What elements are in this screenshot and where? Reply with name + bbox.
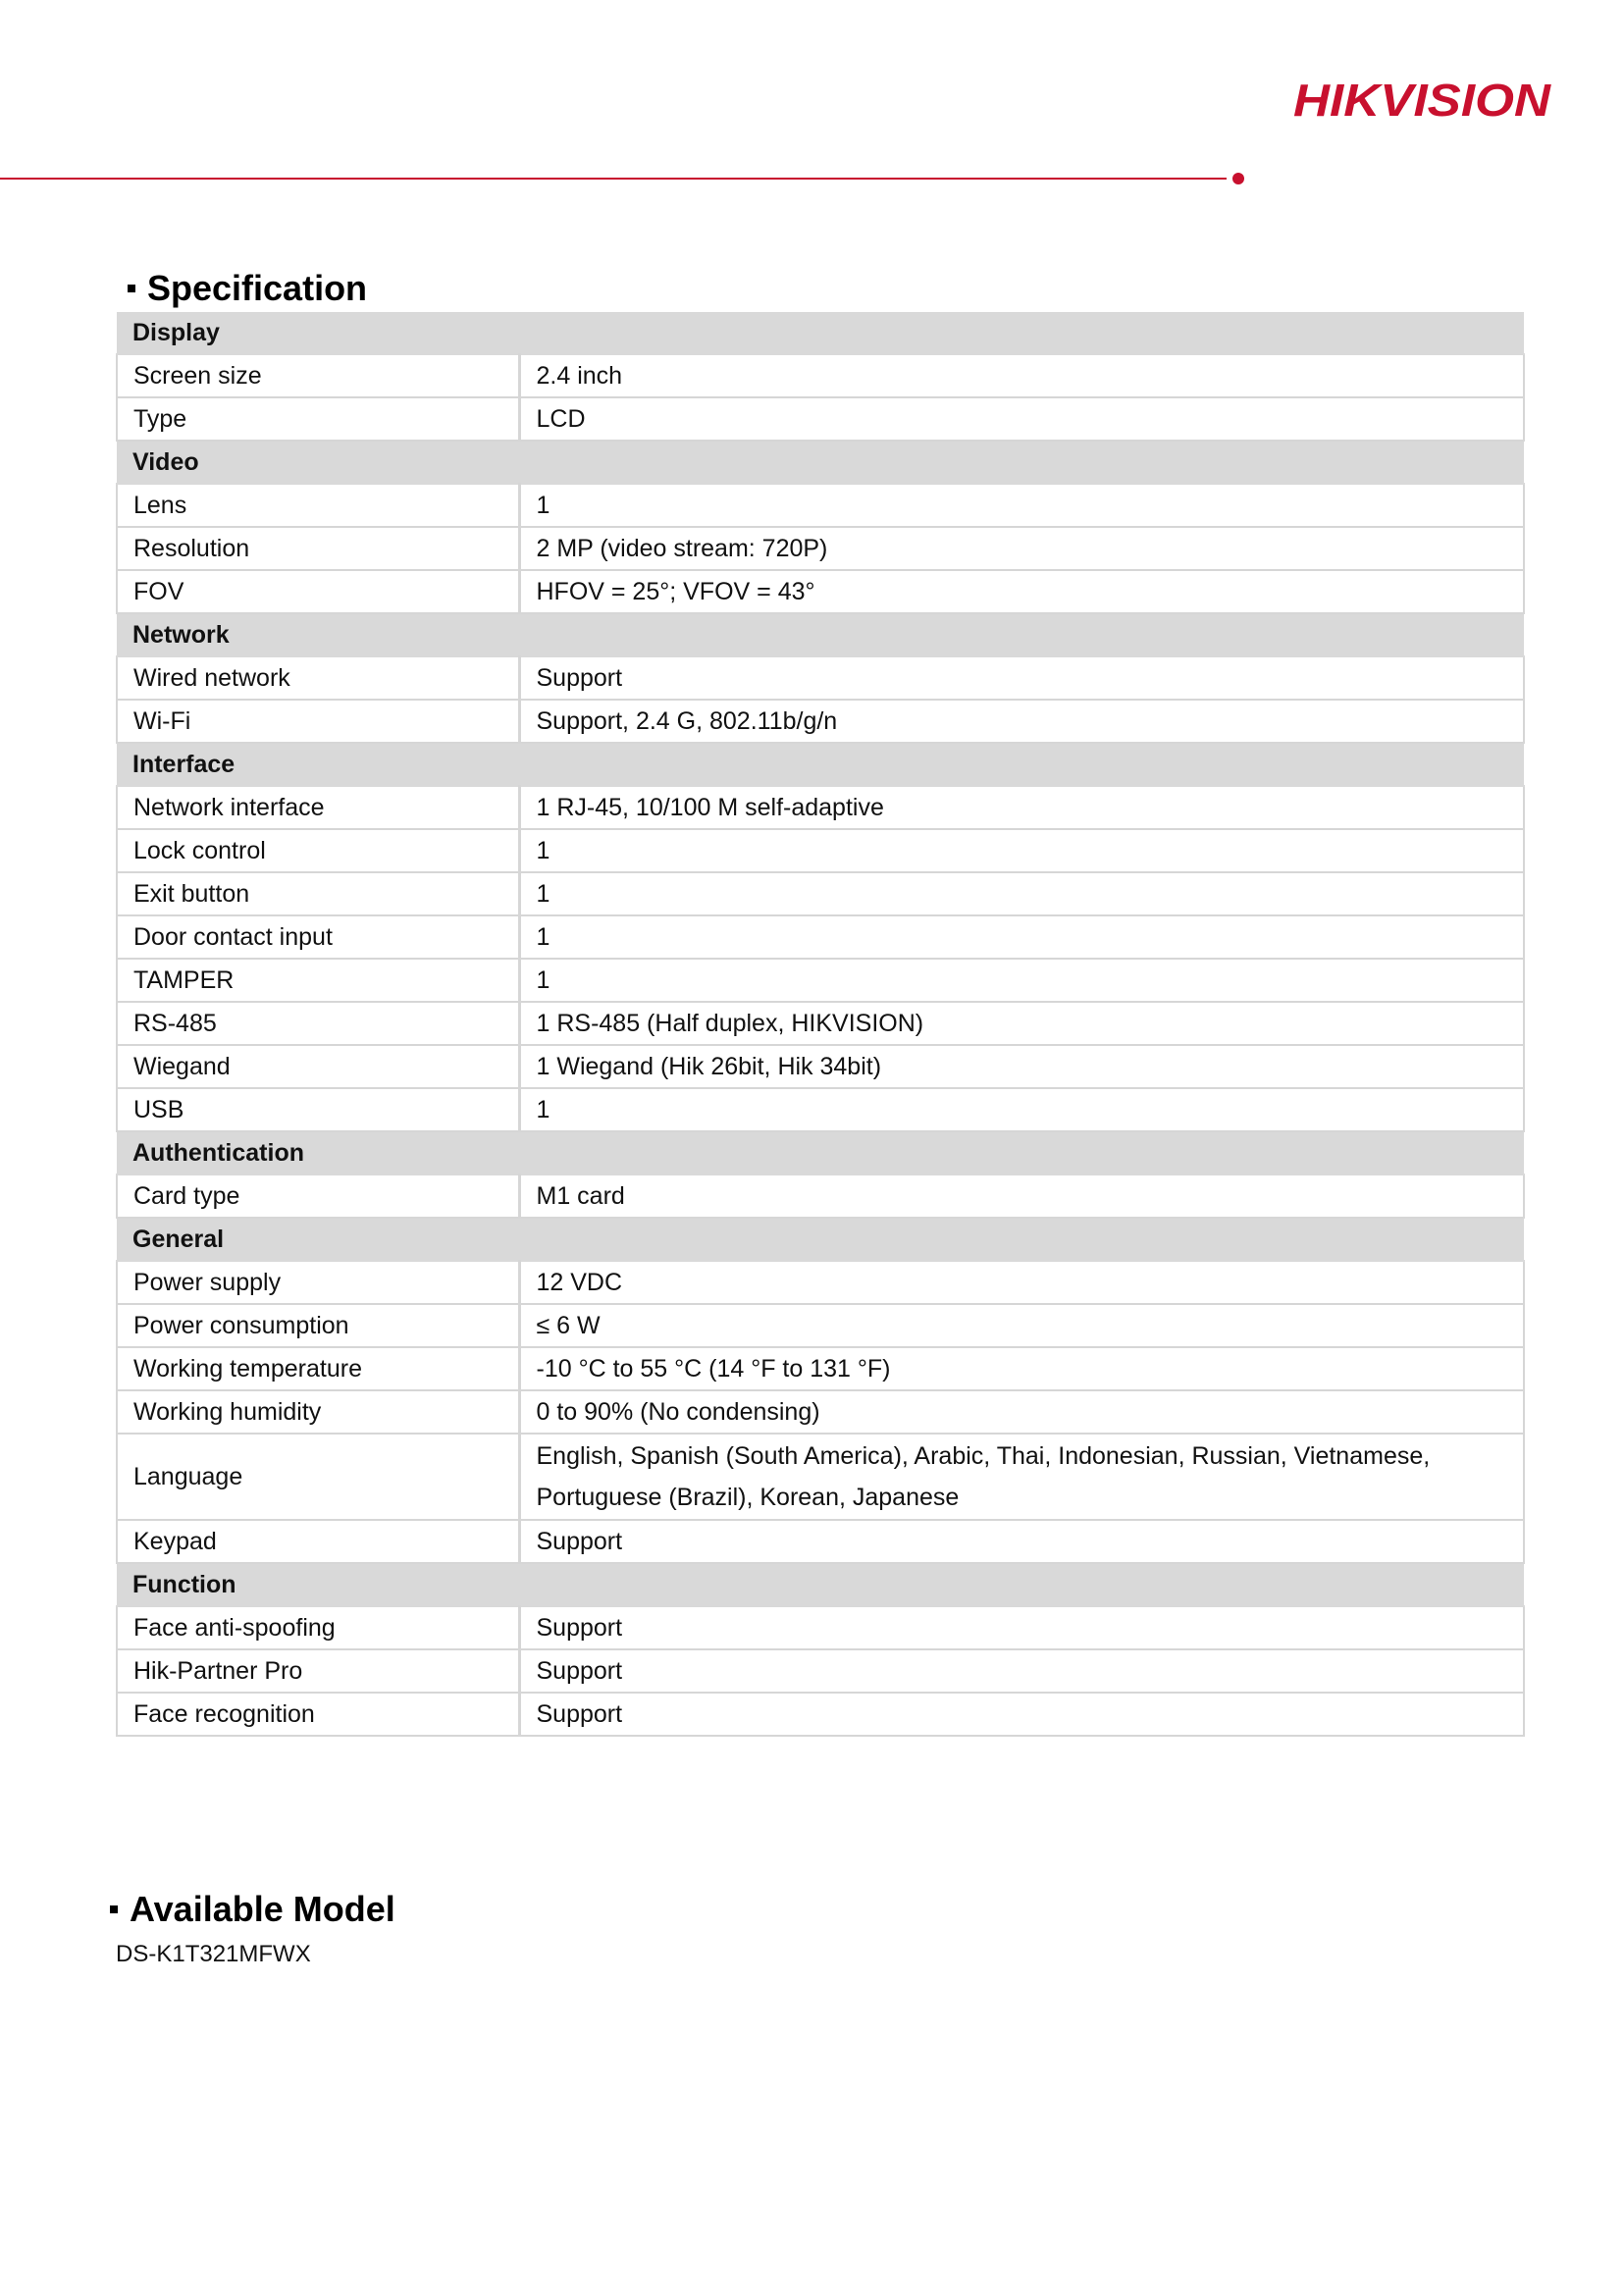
header-divider-dot — [1232, 173, 1244, 184]
category-label: Display — [117, 312, 1524, 354]
spec-value: 12 VDC — [519, 1261, 1524, 1304]
category-label: Function — [117, 1563, 1524, 1606]
spec-label: Face anti-spoofing — [117, 1606, 519, 1649]
spec-row — [117, 1606, 1524, 1649]
spec-value: Support — [519, 1606, 1524, 1649]
spec-row — [117, 786, 1524, 829]
spec-row — [117, 700, 1524, 743]
spec-value: Support — [519, 656, 1524, 700]
spec-label: Wiegand — [117, 1045, 519, 1088]
spec-row — [117, 527, 1524, 570]
category-label: Interface — [117, 743, 1524, 786]
spec-row — [117, 1649, 1524, 1693]
spec-value: 1 — [519, 1088, 1524, 1131]
category-label: Network — [117, 613, 1524, 656]
spec-value: 1 — [519, 959, 1524, 1002]
spec-value: 1 Wiegand (Hik 26bit, Hik 34bit) — [519, 1045, 1524, 1088]
spec-label: TAMPER — [117, 959, 519, 1002]
category-row — [117, 1131, 1524, 1174]
spec-label: Wi-Fi — [117, 700, 519, 743]
spec-row — [117, 1390, 1524, 1434]
spec-value: ≤ 6 W — [519, 1304, 1524, 1347]
heading-bullet — [110, 1905, 118, 1913]
spec-row — [117, 570, 1524, 613]
spec-label: Card type — [117, 1174, 519, 1218]
header-divider — [0, 178, 1227, 180]
category-row — [117, 613, 1524, 656]
spec-label: Working temperature — [117, 1347, 519, 1390]
spec-label: Screen size — [117, 354, 519, 397]
spec-value: 1 — [519, 872, 1524, 915]
spec-label: Face recognition — [117, 1693, 519, 1736]
spec-label: RS-485 — [117, 1002, 519, 1045]
spec-value: 2 MP (video stream: 720P) — [519, 527, 1524, 570]
spec-label: Wired network — [117, 656, 519, 700]
spec-row — [117, 354, 1524, 397]
spec-value: LCD — [519, 397, 1524, 441]
category-row — [117, 441, 1524, 484]
heading-bullet — [128, 285, 135, 292]
spec-value: 2.4 inch — [519, 354, 1524, 397]
spec-label: Power consumption — [117, 1304, 519, 1347]
spec-value: Support — [519, 1520, 1524, 1563]
spec-row — [117, 959, 1524, 1002]
category-row — [117, 312, 1524, 354]
available-model-heading-text: Available Model — [130, 1889, 395, 1929]
category-row — [117, 1563, 1524, 1606]
specification-table — [116, 312, 1525, 1737]
spec-row — [117, 484, 1524, 527]
spec-label: Language — [117, 1434, 519, 1520]
spec-row — [117, 1045, 1524, 1088]
spec-value: Support — [519, 1649, 1524, 1693]
svg-text:HIKVISION: HIKVISION — [1293, 75, 1551, 126]
spec-row — [117, 1434, 1524, 1520]
spec-value: 1 RJ-45, 10/100 M self-adaptive — [519, 786, 1524, 829]
spec-value: 1 — [519, 915, 1524, 959]
specification-heading-text: Specification — [147, 268, 368, 308]
category-label: Authentication — [117, 1131, 1524, 1174]
spec-row — [117, 829, 1524, 872]
spec-label: Door contact input — [117, 915, 519, 959]
spec-value: 1 RS-485 (Half duplex, HIKVISION) — [519, 1002, 1524, 1045]
model-name: DS-K1T321MFWX — [116, 1941, 311, 1967]
spec-value: English, Spanish (South America), Arabic, Thai, Indonesian, Russian, Vietnamese, Portuguese (Brazil), Korean, Japanese — [519, 1434, 1524, 1520]
spec-value: 0 to 90% (No condensing) — [519, 1390, 1524, 1434]
spec-value: Support, 2.4 G, 802.11b/g/n — [519, 700, 1524, 743]
hikvision-logo-mark — [1293, 71, 1558, 126]
spec-label: Working humidity — [117, 1390, 519, 1434]
spec-row — [117, 397, 1524, 441]
spec-row — [117, 1174, 1524, 1218]
spec-row — [117, 1002, 1524, 1045]
hikvision-logo — [1293, 71, 1558, 126]
available-model-heading — [110, 1889, 395, 1930]
spec-row — [117, 1261, 1524, 1304]
spec-label: Type — [117, 397, 519, 441]
spec-value: 1 — [519, 484, 1524, 527]
spec-value: M1 card — [519, 1174, 1524, 1218]
spec-row — [117, 915, 1524, 959]
category-label: Video — [117, 441, 1524, 484]
spec-row — [117, 872, 1524, 915]
spec-label: Network interface — [117, 786, 519, 829]
spec-label: Exit button — [117, 872, 519, 915]
spec-row — [117, 1693, 1524, 1736]
spec-label: Hik-Partner Pro — [117, 1649, 519, 1693]
category-label: General — [117, 1218, 1524, 1261]
spec-label: Keypad — [117, 1520, 519, 1563]
spec-label: Lock control — [117, 829, 519, 872]
spec-label: Resolution — [117, 527, 519, 570]
spec-label: FOV — [117, 570, 519, 613]
category-row — [117, 743, 1524, 786]
specification-heading — [128, 268, 367, 309]
spec-value: 1 — [519, 829, 1524, 872]
spec-row — [117, 1520, 1524, 1563]
spec-value: Support — [519, 1693, 1524, 1736]
spec-value: -10 °C to 55 °C (14 °F to 131 °F) — [519, 1347, 1524, 1390]
spec-row — [117, 1088, 1524, 1131]
spec-value: HFOV = 25°; VFOV = 43° — [519, 570, 1524, 613]
spec-label: USB — [117, 1088, 519, 1131]
spec-row — [117, 1347, 1524, 1390]
spec-row — [117, 656, 1524, 700]
category-row — [117, 1218, 1524, 1261]
spec-label: Power supply — [117, 1261, 519, 1304]
spec-label: Lens — [117, 484, 519, 527]
spec-row — [117, 1304, 1524, 1347]
